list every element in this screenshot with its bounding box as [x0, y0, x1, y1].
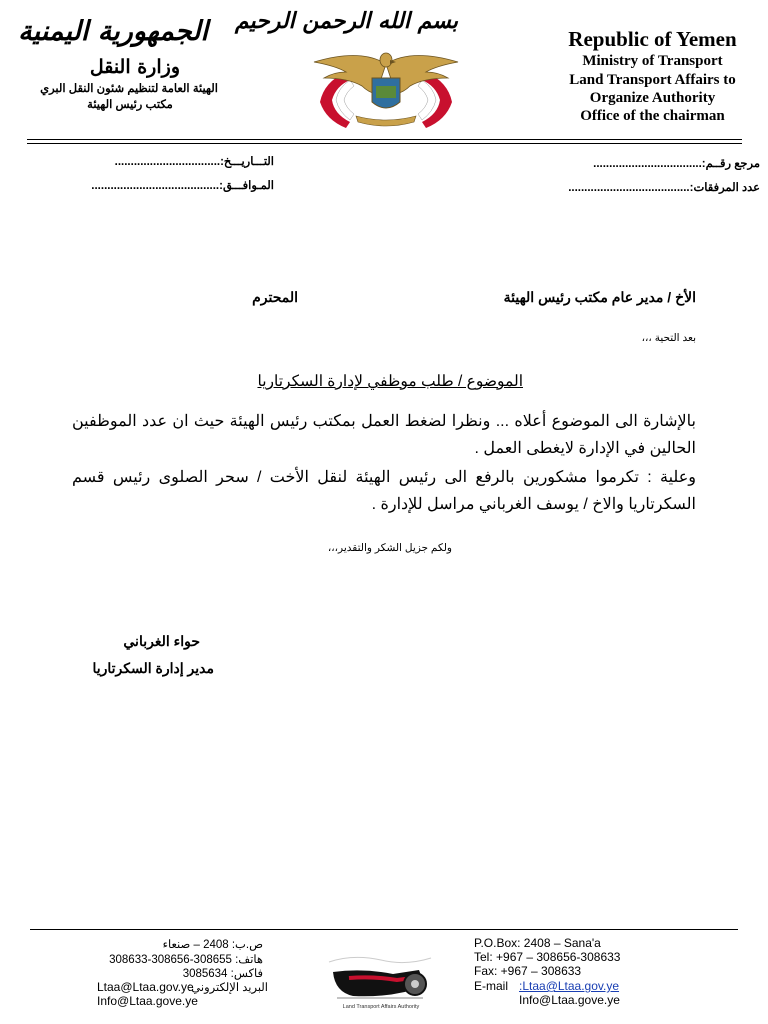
office-ar-title: مكتب رئيس الهيئة	[87, 99, 173, 111]
authority-en-title-1: Land Transport Affairs to	[569, 72, 736, 88]
attachments-value: ......................................	[568, 182, 690, 194]
date-label: التـــاريـــخ:	[220, 156, 274, 168]
footer-en-email-2[interactable]: Info@Ltaa.gove.ye	[519, 993, 620, 1007]
attachments-label: عدد المرفقات:	[689, 182, 760, 194]
footer-en-phone: Tel: +967 – 308656-308633	[474, 950, 621, 964]
republic-ar-title: الجمهورية اليمنية	[18, 16, 208, 47]
footer-ar-phone: هاتف: 308655-308656-308633	[109, 954, 263, 966]
footer-en-fax: Fax: +967 – 308633	[474, 964, 582, 978]
body-paragraph-1: بالإشارة الى الموضوع أعلاه ... ونظرا لضغط العمل بمكتب رئيس الهيئة حيث ان عدد الموظفين الحالين في الإدارة لايغطى العمل .	[72, 413, 696, 457]
header-divider	[27, 139, 742, 140]
authority-logo-icon	[323, 940, 439, 1012]
ministry-ar-title: وزارة النقل	[89, 56, 180, 78]
date-value: .................................	[114, 156, 221, 168]
respected-title: المحترم	[252, 289, 298, 305]
addressee: الأخ / مدير عام مكتب رئيس الهيئة	[503, 289, 696, 305]
yemen-emblem-icon	[306, 42, 466, 132]
authority-en-title-2: Organize Authority	[589, 90, 716, 106]
subject-line: الموضوع / طلب موظفي لإدارة السكرتاريا	[257, 373, 523, 390]
republic-en-title: Republic of Yemen	[568, 27, 737, 51]
logo-caption: Land Transport Affairs Authority	[342, 1004, 420, 1010]
footer-ar-pobox: ص.ب: 2408 – صنعاء	[162, 939, 263, 951]
footer-ar-email-1[interactable]: Ltaa@Ltaa.gov.ye	[97, 980, 194, 994]
corresp-date-label: المـوافـــق:	[219, 180, 274, 192]
signer-title: مدير إدارة السكرتاريا	[92, 660, 214, 676]
authority-ar-title: الهيئة العامة لتنظيم شئون النقل البري	[40, 83, 218, 95]
closing-line: ولكم جزيل الشكر والتقدير،،،	[327, 542, 452, 554]
ref-number-row	[593, 156, 760, 170]
signer-name: حواء الغرباني	[123, 633, 200, 649]
footer-en-email-label: E-mail	[474, 979, 509, 993]
basmala: بسم الله الرحمن الرحيم	[234, 8, 458, 34]
header-divider-2	[27, 143, 742, 144]
body-paragraph-2: وعلية : تكرموا مشكورين بالرفع الى رئيس الهيئة لنقل الأخت / سحر الصلوى رئيس قسم السكرتاريا والاخ / يوسف الغرباني مراسل للإدارة .	[72, 469, 696, 513]
footer-ar-fax: فاكس: 3085634	[182, 968, 263, 980]
footer-divider	[30, 929, 738, 930]
footer-en-pobox: P.O.Box: 2408 – Sana'a	[474, 936, 601, 950]
office-en-title: Office of the chairman	[580, 108, 725, 124]
ref-number-value: ..................................	[593, 158, 702, 170]
corresp-date-row	[91, 178, 274, 192]
attachments-row	[568, 180, 760, 194]
ministry-en-title: Ministry of Transport	[582, 53, 723, 69]
footer-en-email-1[interactable]: :Ltaa@Ltaa.gov.ye	[519, 979, 620, 993]
ref-number-label: مرجع رقــم:	[701, 158, 760, 170]
footer-ar-email-label: البريد الإلكتروني:	[188, 982, 268, 994]
footer-ar-email-2[interactable]: Info@Ltaa.gove.ye	[97, 994, 198, 1008]
greeting: بعد التحية ،،،	[641, 332, 696, 344]
date-row	[115, 154, 274, 168]
corresp-date-value: ........................................	[91, 180, 220, 192]
